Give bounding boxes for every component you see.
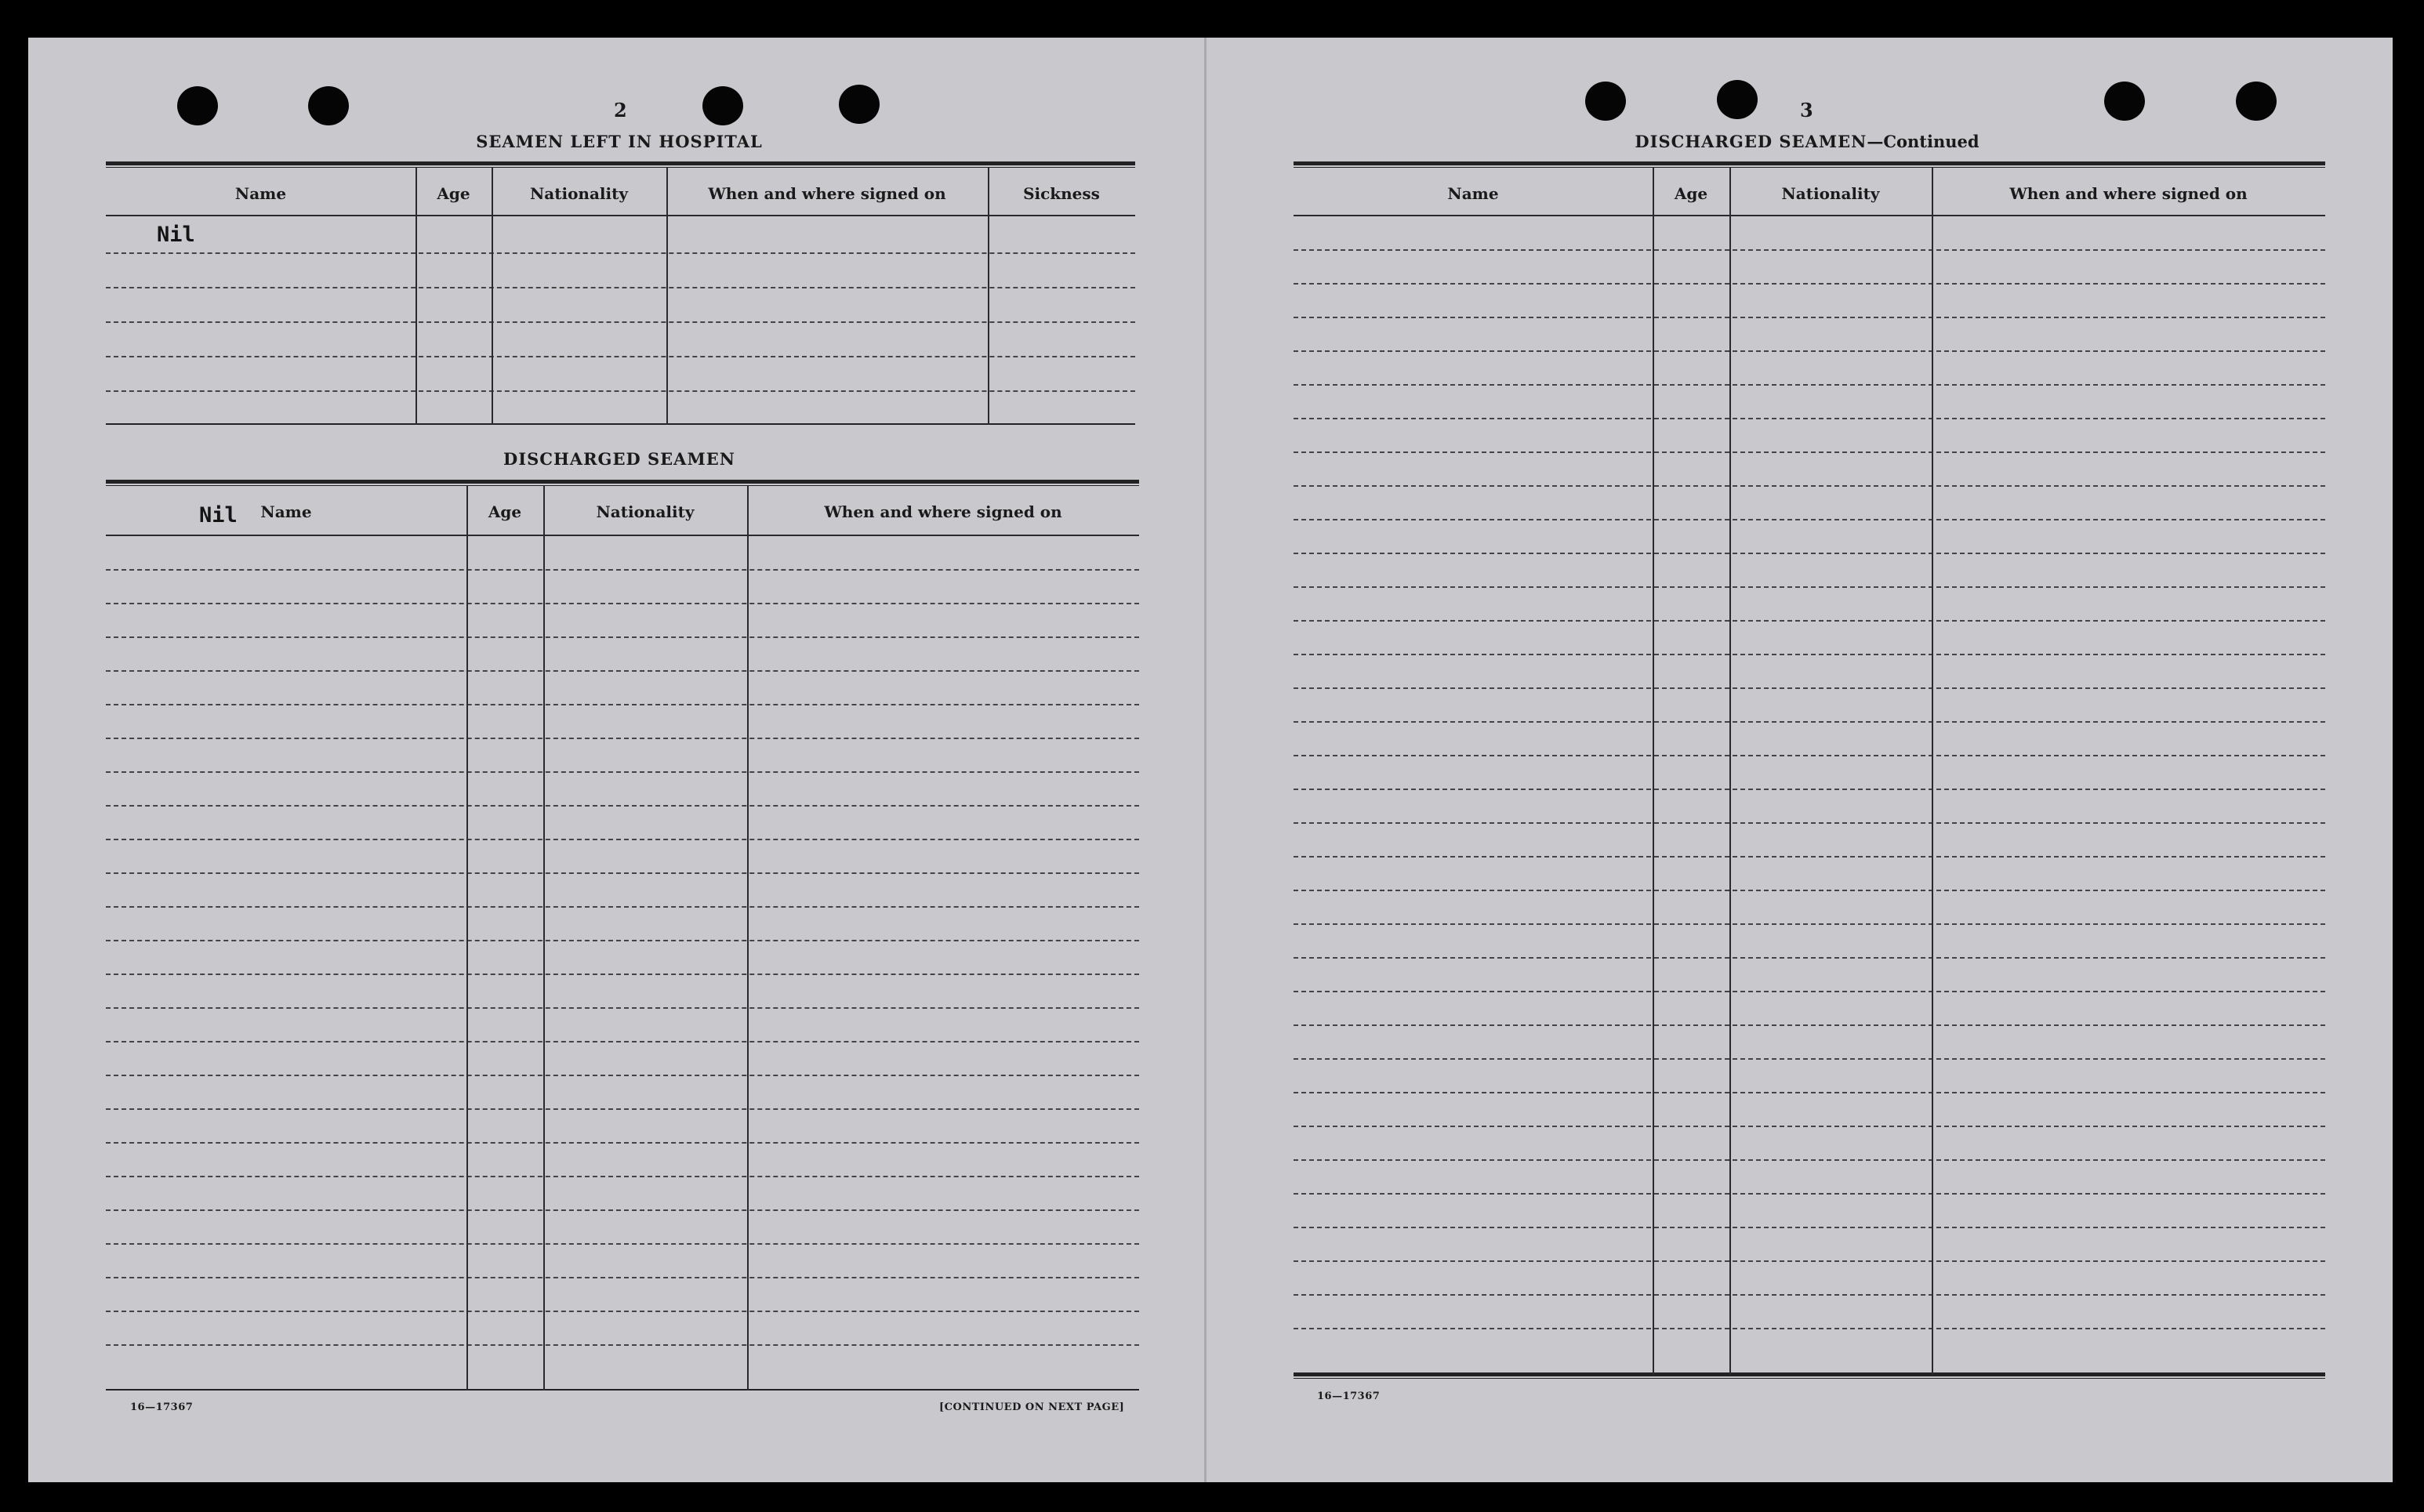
punch-hole bbox=[2104, 82, 2145, 121]
column-header-name: Name bbox=[260, 502, 312, 521]
hospital-entry-nil: Nil bbox=[157, 223, 195, 247]
title-continued: —Continued bbox=[1867, 132, 1979, 151]
discharged-table-left bbox=[106, 480, 1139, 1397]
title-main: DISCHARGED SEAMEN bbox=[1635, 132, 1867, 151]
continued-note: [CONTINUED ON NEXT PAGE] bbox=[939, 1401, 1125, 1413]
punch-hole bbox=[839, 85, 880, 124]
punch-hole bbox=[308, 86, 349, 125]
column-header-age: Age bbox=[1674, 184, 1708, 203]
hospital-table bbox=[106, 161, 1135, 428]
punch-hole bbox=[1585, 82, 1626, 121]
discharged-table-right bbox=[1294, 161, 2325, 1388]
discharged-section-title: DISCHARGED SEAMEN bbox=[503, 449, 735, 469]
discharged-table-header bbox=[106, 486, 1139, 538]
page-number: 2 bbox=[614, 99, 627, 121]
hospital-section-title: SEAMEN LEFT IN HOSPITAL bbox=[476, 132, 763, 151]
discharged-continued-title bbox=[1294, 132, 2321, 151]
punch-hole bbox=[702, 86, 743, 125]
column-header-signed-on: When and where signed on bbox=[708, 184, 946, 203]
discharged-continued-header bbox=[1294, 168, 2325, 219]
column-header-nationality: Nationality bbox=[1781, 184, 1880, 203]
punch-hole bbox=[177, 86, 218, 125]
column-header-name: Name bbox=[234, 184, 287, 203]
discharged-entry-nil: Nil bbox=[199, 503, 238, 528]
column-header-name: Name bbox=[1447, 184, 1499, 203]
column-header-age: Age bbox=[488, 502, 522, 521]
punch-hole bbox=[2236, 82, 2277, 121]
punch-hole bbox=[1717, 80, 1758, 119]
form-number: 16—17367 bbox=[130, 1401, 194, 1413]
column-header-nationality: Nationality bbox=[530, 184, 628, 203]
column-header-nationality: Nationality bbox=[596, 502, 695, 521]
column-header-signed-on: When and where signed on bbox=[2009, 184, 2248, 203]
form-number: 16—17367 bbox=[1317, 1391, 1381, 1402]
hospital-table-header bbox=[106, 168, 1135, 219]
page-fold bbox=[1204, 38, 1207, 1482]
column-header-age: Age bbox=[437, 184, 470, 203]
page-number: 3 bbox=[1800, 99, 1813, 121]
column-header-sickness: Sickness bbox=[1023, 184, 1100, 203]
column-header-signed-on: When and where signed on bbox=[824, 502, 1062, 521]
